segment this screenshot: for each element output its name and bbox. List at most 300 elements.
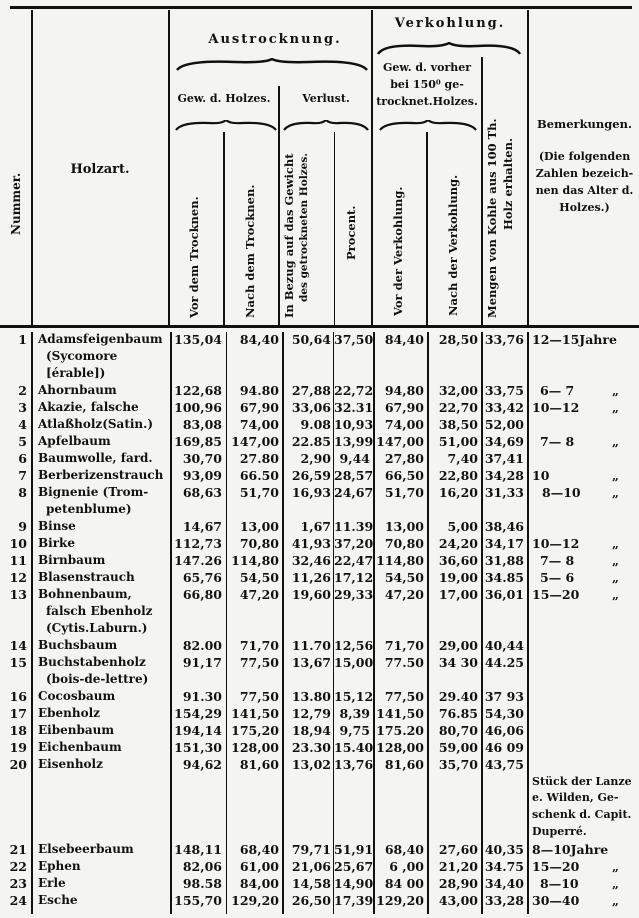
value-cell: 34,17 (484, 536, 524, 551)
value-cell: 21,20 (438, 859, 478, 874)
value-cell: 13.80 (291, 689, 331, 704)
remark: Stück der Lanze (532, 775, 632, 788)
value-cell: 114,80 (376, 553, 424, 568)
header-verlust: Verlust. (302, 92, 350, 105)
value-cell: 9.08 (300, 417, 331, 432)
row-number: 21 (9, 842, 27, 857)
value-cell: 36,60 (438, 553, 478, 568)
value-cell: 66,80 (182, 587, 222, 602)
value-cell: 44.25 (484, 655, 524, 670)
value-cell: 34.75 (484, 859, 524, 874)
remark: 6— 7 (540, 383, 575, 398)
header-nummer: Nummer. (9, 172, 23, 235)
value-cell: 43,00 (438, 893, 478, 908)
header-verkohlung: Verkohlung. (394, 16, 506, 31)
value-cell: 27,60 (438, 842, 478, 857)
value-cell: 8,39 (339, 706, 370, 721)
ditto-mark: „ (612, 588, 619, 602)
header-bem-note-4: Holzes.) (559, 201, 610, 214)
value-cell: 22,70 (438, 400, 478, 415)
value-cell: 27,80 (384, 451, 424, 466)
value-cell: 54,50 (384, 570, 424, 585)
value-cell: 51,00 (438, 434, 478, 449)
brace-verlust (282, 120, 370, 132)
value-cell: 79,71 (291, 842, 331, 857)
value-cell: 141,50 (376, 706, 424, 721)
value-cell: 40,35 (484, 842, 524, 857)
value-cell: 15.40 (334, 740, 374, 755)
value-cell: 17,00 (438, 587, 478, 602)
col-divider (481, 57, 483, 325)
value-cell: 122,68 (174, 383, 222, 398)
wood-name: Blasenstrauch (38, 570, 135, 584)
header-mengen-1: Mengen von Kohle aus 100 Th. (485, 118, 499, 318)
row-number: 13 (9, 587, 27, 602)
value-cell: 34.85 (484, 570, 524, 585)
value-cell: 11,26 (291, 570, 331, 585)
value-cell: 13,00 (239, 519, 279, 534)
value-cell: 175.20 (376, 723, 424, 738)
value-cell: 128,00 (231, 740, 279, 755)
remark: 10 (532, 468, 550, 483)
row-number: 22 (9, 859, 27, 874)
wood-name: Buchstabenholz (38, 655, 146, 669)
header-bem-note-1: (Die folgenden (538, 150, 631, 163)
value-cell: 32,46 (291, 553, 331, 568)
value-cell: 9,44 (339, 451, 370, 466)
row-number: 23 (9, 876, 27, 891)
table-row (0, 416, 639, 433)
value-cell: 147,00 (376, 434, 424, 449)
row-number: 16 (9, 689, 27, 704)
row-number: 17 (9, 706, 27, 721)
wood-name: Elsebeerbaum (38, 842, 134, 856)
value-cell: 31,33 (484, 485, 524, 500)
table-row (0, 841, 639, 858)
table-row (0, 586, 639, 635)
value-cell: 51,70 (384, 485, 424, 500)
wood-name: Eichenbaum (38, 740, 122, 754)
table-row (0, 637, 639, 654)
wood-name: Baumwolle, fard. (38, 451, 153, 465)
value-cell: 94,80 (384, 383, 424, 398)
table-row (0, 756, 639, 838)
row-number: 4 (18, 417, 27, 432)
value-cell: 27,88 (291, 383, 331, 398)
table-row (0, 569, 639, 586)
remark: 8—10Jahre (532, 842, 609, 857)
value-cell: 29,00 (438, 638, 478, 653)
value-cell: 12,79 (291, 706, 331, 721)
col-divider (426, 132, 428, 325)
value-cell: 84,00 (239, 876, 279, 891)
ditto-mark: „ (612, 469, 619, 483)
value-cell: 51,70 (239, 485, 279, 500)
value-cell: 70,80 (384, 536, 424, 551)
header-bezug-2: des getrockneten Holzes. (298, 153, 310, 302)
value-cell: 91.30 (182, 689, 222, 704)
ditto-mark: „ (612, 537, 619, 551)
value-cell: 5,00 (447, 519, 478, 534)
value-cell: 40,44 (484, 638, 524, 653)
value-cell: 28,50 (438, 332, 478, 347)
value-cell: 23.30 (291, 740, 331, 755)
remark: 15—20 (532, 587, 580, 602)
value-cell: 22,47 (334, 553, 374, 568)
value-cell: 46 09 (484, 740, 524, 755)
value-cell: 33,75 (484, 383, 524, 398)
value-cell: 147.26 (174, 553, 222, 568)
ditto-mark: „ (612, 877, 619, 891)
value-cell: 34,28 (484, 468, 524, 483)
value-cell: 19,60 (291, 587, 331, 602)
wood-name-continued: petenblume) (46, 502, 132, 516)
wood-name: Ephen (38, 859, 81, 873)
value-cell: 98.58 (182, 876, 222, 891)
value-cell: 81,60 (239, 757, 279, 772)
ditto-mark: „ (612, 435, 619, 449)
wood-name: Atlaßholz(Satin.) (38, 417, 153, 431)
value-cell: 194,14 (174, 723, 222, 738)
value-cell: 67,90 (239, 400, 279, 415)
header-bem-note-3: nen das Alter d. (535, 184, 634, 197)
value-cell: 135,04 (174, 332, 222, 347)
value-cell: 51,91 (334, 842, 374, 857)
remark: 8—10 (540, 876, 579, 891)
value-cell: 9,75 (339, 723, 370, 738)
value-cell: 68,63 (182, 485, 222, 500)
value-cell: 77,50 (239, 689, 279, 704)
value-cell: 54,30 (484, 706, 524, 721)
value-cell: 22,80 (438, 468, 478, 483)
value-cell: 68,40 (239, 842, 279, 857)
row-number: 9 (18, 519, 27, 534)
value-cell: 112,73 (174, 536, 222, 551)
value-cell: 84,40 (239, 332, 279, 347)
ditto-mark: „ (612, 401, 619, 415)
header-mengen-2: Holz erhalten. (501, 138, 515, 230)
value-cell: 29.40 (438, 689, 478, 704)
col-divider (168, 10, 170, 325)
row-number: 7 (18, 468, 27, 483)
value-cell: 129,20 (376, 893, 424, 908)
table-row (0, 722, 639, 739)
header-austrocknung: Austrocknung. (208, 32, 342, 47)
table-row (0, 535, 639, 552)
wood-name: Birke (38, 536, 75, 550)
value-cell: 70,80 (239, 536, 279, 551)
row-number: 11 (9, 553, 27, 568)
wood-name-continued: falsch Ebenholz (46, 604, 153, 618)
wood-name: Adamsfeigenbaum (38, 332, 163, 346)
value-cell: 2,90 (300, 451, 331, 466)
row-number: 14 (9, 638, 27, 653)
value-cell: 93,09 (182, 468, 222, 483)
wood-name: Binse (38, 519, 76, 533)
value-cell: 32,00 (438, 383, 478, 398)
wood-name-continued: (bois-de-lettre) (46, 672, 149, 686)
value-cell: 151,30 (174, 740, 222, 755)
row-number: 18 (9, 723, 27, 738)
value-cell: 47,20 (239, 587, 279, 602)
value-cell: 80,70 (438, 723, 478, 738)
wood-name-continued: (Sycomore (46, 349, 118, 363)
value-cell: 35,70 (438, 757, 478, 772)
value-cell: 10,93 (334, 417, 374, 432)
value-cell: 154,29 (174, 706, 222, 721)
remark: 15—20 (532, 859, 580, 874)
value-cell: 25,67 (334, 859, 374, 874)
value-cell: 84 00 (384, 876, 424, 891)
value-cell: 16,20 (438, 485, 478, 500)
col-divider (278, 86, 280, 325)
wood-name: Eibenbaum (38, 723, 115, 737)
row-number: 5 (18, 434, 27, 449)
header-bemerkungen: Bemerkungen. (537, 117, 632, 131)
value-cell: 14,58 (291, 876, 331, 891)
table-row (0, 382, 639, 399)
value-cell: 27.80 (239, 451, 279, 466)
wood-name: Bohnenbaum, (38, 587, 132, 601)
value-cell: 128,00 (376, 740, 424, 755)
wood-name: Ahornbaum (38, 383, 117, 397)
remark: 8—10 (542, 485, 581, 500)
value-cell: 114,80 (231, 553, 279, 568)
value-cell: 31,88 (484, 553, 524, 568)
table-row (0, 399, 639, 416)
value-cell: 34,40 (484, 876, 524, 891)
value-cell: 82,06 (182, 859, 222, 874)
row-number: 15 (9, 655, 27, 670)
brace-verkohlung (376, 42, 522, 56)
value-cell: 19,00 (438, 570, 478, 585)
value-cell: 68,40 (384, 842, 424, 857)
table-row (0, 654, 639, 686)
header-bem-note-2: Zahlen bezeich- (535, 167, 634, 180)
value-cell: 129,20 (231, 893, 279, 908)
value-cell: 84,40 (384, 332, 424, 347)
value-cell: 6 ,00 (389, 859, 424, 874)
value-cell: 33,76 (484, 332, 524, 347)
table-row (0, 892, 639, 909)
table-row (0, 688, 639, 705)
value-cell: 24,20 (438, 536, 478, 551)
value-cell: 147,00 (231, 434, 279, 449)
value-cell: 71,70 (239, 638, 279, 653)
wood-name: Ebenholz (38, 706, 100, 720)
value-cell: 17,12 (334, 570, 374, 585)
header-holzart: Holzart. (70, 162, 130, 177)
header-vor-trocknen: Vor dem Trocknen. (187, 196, 201, 318)
value-cell: 26,59 (291, 468, 331, 483)
table-row (0, 433, 639, 450)
table-row (0, 739, 639, 756)
header-vor-verkohlung: Vor der Verkohlung. (391, 186, 405, 316)
col-divider (223, 132, 225, 325)
value-cell: 37 93 (484, 689, 524, 704)
remark: 5— 6 (540, 570, 575, 585)
value-cell: 83,08 (182, 417, 222, 432)
value-cell: 65,76 (182, 570, 222, 585)
value-cell: 33,42 (484, 400, 524, 415)
remark: 10—12 (532, 536, 580, 551)
value-cell: 15,00 (334, 655, 374, 670)
wood-name: Bignenie (Trom- (38, 485, 149, 499)
value-cell: 29,33 (334, 587, 374, 602)
table-row (0, 875, 639, 892)
ditto-mark: „ (612, 486, 619, 500)
value-cell: 21,06 (291, 859, 331, 874)
remark: 7— 8 (540, 434, 575, 449)
value-cell: 28,57 (334, 468, 374, 483)
wood-name-continued: (Cytis.Laburn.) (46, 621, 148, 635)
row-number: 6 (18, 451, 27, 466)
header-gew-holzes: Gew. d. Holzes. (177, 92, 271, 105)
value-cell: 24,67 (334, 485, 374, 500)
remark-continued: e. Wilden, Ge- (532, 791, 619, 804)
col-divider (527, 10, 529, 325)
value-cell: 13,67 (291, 655, 331, 670)
table-row (0, 705, 639, 722)
value-cell: 22.85 (291, 434, 331, 449)
row-number: 8 (18, 485, 27, 500)
value-cell: 13,02 (291, 757, 331, 772)
row-number: 3 (18, 400, 27, 415)
value-cell: 1,67 (300, 519, 331, 534)
wood-name: Esche (38, 893, 78, 907)
value-cell: 34 30 (438, 655, 478, 670)
wood-name: Akazie, falsche (38, 400, 139, 414)
value-cell: 47,20 (384, 587, 424, 602)
value-cell: 41,93 (291, 536, 331, 551)
value-cell: 7,40 (447, 451, 478, 466)
table-row (0, 552, 639, 569)
table-row (0, 858, 639, 875)
value-cell: 34,69 (484, 434, 524, 449)
value-cell: 66.50 (239, 468, 279, 483)
brace-austrocknung (175, 58, 369, 72)
value-cell: 100,96 (174, 400, 222, 415)
row-number: 10 (9, 536, 27, 551)
value-cell: 71,70 (384, 638, 424, 653)
header-procent: Procent. (344, 205, 358, 260)
value-cell: 76.85 (438, 706, 478, 721)
table-row (0, 518, 639, 535)
table-row (0, 484, 639, 516)
value-cell: 14,67 (182, 519, 222, 534)
value-cell: 74,00 (384, 417, 424, 432)
value-cell: 17,39 (334, 893, 374, 908)
row-number: 2 (18, 383, 27, 398)
wood-name: Eisenholz (38, 757, 103, 771)
value-cell: 33,06 (291, 400, 331, 415)
header-gew-vorher-2: bei 150⁰ ge- (390, 78, 464, 91)
value-cell: 54,50 (239, 570, 279, 585)
value-cell: 169,85 (174, 434, 222, 449)
ditto-mark: „ (612, 554, 619, 568)
value-cell: 36,01 (484, 587, 524, 602)
row-number: 12 (9, 570, 27, 585)
header-nach-verkohlung: Nach der Verkohlung. (446, 174, 460, 316)
value-cell: 77,50 (239, 655, 279, 670)
col-divider (31, 10, 33, 325)
wood-name: Erle (38, 876, 66, 890)
value-cell: 11.39 (334, 519, 374, 534)
value-cell: 77,50 (384, 689, 424, 704)
wood-name: Cocosbaum (38, 689, 116, 703)
value-cell: 18,94 (291, 723, 331, 738)
value-cell: 155,70 (174, 893, 222, 908)
wood-name: Birnbaum (38, 553, 106, 567)
row-number: 24 (9, 893, 27, 908)
value-cell: 74,00 (239, 417, 279, 432)
value-cell: 148,11 (174, 842, 222, 857)
value-cell: 12,56 (334, 638, 374, 653)
wood-name: Berberizenstrauch (38, 468, 164, 482)
value-cell: 37,41 (484, 451, 524, 466)
value-cell: 43,75 (484, 757, 524, 772)
value-cell: 26,50 (291, 893, 331, 908)
value-cell: 38,46 (484, 519, 524, 534)
value-cell: 94.80 (239, 383, 279, 398)
ditto-mark: „ (612, 571, 619, 585)
remark: 7— 8 (540, 553, 575, 568)
header-nach-trocknen: Nach dem Trocknen. (243, 184, 257, 318)
header-rule (0, 325, 639, 328)
value-cell: 30,70 (182, 451, 222, 466)
wood-name-continued: [érable]) (46, 366, 106, 380)
wood-name: Buchsbaum (38, 638, 118, 652)
value-cell: 77.50 (384, 655, 424, 670)
remark-continued: Duperré. (532, 825, 587, 838)
remark: 30—40 (532, 893, 580, 908)
value-cell: 28,90 (438, 876, 478, 891)
value-cell: 91,17 (182, 655, 222, 670)
row-number: 19 (9, 740, 27, 755)
value-cell: 82.00 (182, 638, 222, 653)
header-bezug-1: In Bezug auf das Gewicht (282, 153, 296, 318)
ditto-mark: „ (612, 384, 619, 398)
value-cell: 22,72 (334, 383, 374, 398)
table-row (0, 450, 639, 467)
table-row (0, 467, 639, 484)
value-cell: 175,20 (231, 723, 279, 738)
value-cell: 32.31 (334, 400, 374, 415)
col-divider (334, 132, 335, 325)
value-cell: 38,50 (438, 417, 478, 432)
value-cell: 13,76 (334, 757, 374, 772)
value-cell: 37,20 (334, 536, 374, 551)
brace-gew-vorher (378, 120, 478, 132)
header-gew-vorher-1: Gew. d. vorher (382, 61, 472, 74)
top-rule (10, 6, 632, 9)
brace-gew-holzes (174, 120, 278, 132)
value-cell: 67,90 (384, 400, 424, 415)
row-number: 20 (9, 757, 27, 772)
remark: 12—15Jahre (532, 332, 617, 347)
value-cell: 33,28 (484, 893, 524, 908)
header-gew-vorher-3: trocknet.Holzes. (376, 95, 478, 108)
ditto-mark: „ (612, 894, 619, 908)
value-cell: 50,64 (291, 332, 331, 347)
row-number: 1 (18, 332, 27, 347)
value-cell: 141,50 (231, 706, 279, 721)
value-cell: 37,50 (334, 332, 374, 347)
value-cell: 14,90 (334, 876, 374, 891)
ditto-mark: „ (612, 860, 619, 874)
value-cell: 66,50 (384, 468, 424, 483)
remark: 10—12 (532, 400, 580, 415)
